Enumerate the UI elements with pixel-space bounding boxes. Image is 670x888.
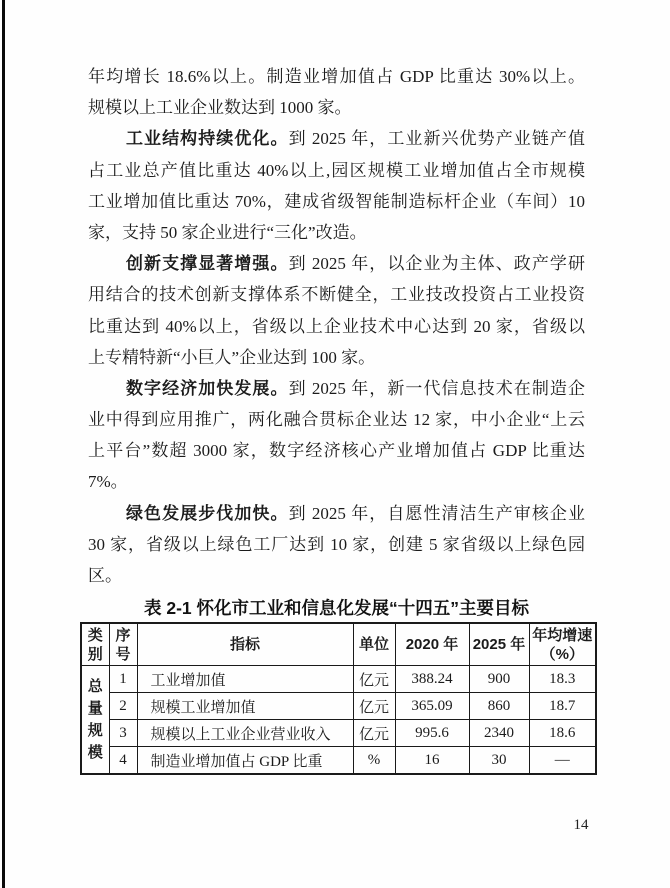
- line-text: 区。: [88, 566, 122, 585]
- line-text: 30 家，省级以上绿色工厂达到 10 家，创建 5 家省级以上绿色园: [88, 534, 585, 554]
- value-2025-cell: 900: [469, 666, 529, 693]
- paragraph-lead: 工业结构持续优化。: [126, 129, 289, 149]
- page-number: 14: [573, 817, 589, 833]
- targets-table: [80, 622, 597, 775]
- table-row: [81, 693, 596, 720]
- line-text: 到 2025 年，新一代信息技术在制造企: [288, 378, 585, 398]
- paragraph-lead: 数字经济加快发展。: [126, 378, 289, 398]
- unit-cell: 亿元: [353, 693, 395, 720]
- col-header-unit: 单位: [353, 623, 395, 666]
- unit-cell: 亿元: [353, 666, 395, 693]
- scan-edge-line: [2, 0, 5, 888]
- index-cell: 2: [109, 693, 137, 720]
- table-row: [81, 720, 596, 747]
- text-line: [88, 498, 585, 529]
- unit-cell: %: [353, 747, 395, 775]
- line-text: 到 2025 年，以企业为主体、政产学研: [288, 254, 585, 274]
- body-text: [88, 61, 585, 591]
- unit-cell: 亿元: [353, 720, 395, 747]
- line-text: 年均增长 18.6%以上。制造业增加值占 GDP 比重达 30%以上。: [88, 67, 585, 86]
- indicator-cell: 制造业增加值占 GDP 比重: [137, 747, 353, 775]
- text-line: [88, 404, 585, 435]
- index-cell: 1: [109, 666, 137, 693]
- paragraph-lead: 绿色发展步伐加快。: [126, 503, 289, 523]
- col-header-2025: 2025 年: [469, 623, 529, 666]
- value-2020-cell: 995.6: [395, 720, 469, 747]
- text-line: [88, 123, 585, 154]
- text-line: [88, 529, 585, 560]
- table-title: 表 2-1 怀化市工业和信息化发展“十四五”主要目标: [143, 598, 529, 618]
- text-line: [88, 186, 585, 217]
- text-line: [88, 279, 585, 310]
- text-line: [88, 435, 585, 466]
- line-text: 7%。: [88, 472, 128, 492]
- line-text: 到 2025 年，自愿性清洁生产审核企业: [288, 503, 585, 523]
- paragraph-lead: 创新支撑显著增强。: [126, 254, 289, 274]
- value-2025-cell: 30: [469, 747, 529, 775]
- text-line: [88, 466, 585, 497]
- indicator-cell: 规模工业增加值: [137, 693, 353, 720]
- line-text: 工业增加值比重达 70%，建成省级智能制造标杆企业（车间）10: [88, 191, 585, 211]
- value-2025-cell: 860: [469, 693, 529, 720]
- line-text: 业中得到应用推广，两化融合贯标企业达 12 家，中小企业“上云: [88, 410, 585, 430]
- indicator-cell: 规模以上工业企业营业收入: [137, 720, 353, 747]
- growth-cell: —: [529, 747, 596, 775]
- col-header-indicator: 指标: [137, 623, 353, 666]
- line-text: 上平台”数超 3000 家，数字经济核心产业增加值占 GDP 比重达: [88, 441, 585, 461]
- line-text: 占工业总产值比重达 40%以上,园区规模工业增加值占全市规模: [88, 160, 585, 180]
- growth-cell: 18.6: [529, 720, 596, 747]
- text-line: [88, 342, 585, 373]
- text-line: [88, 311, 585, 342]
- col-header-growth: 年均增速（%）: [529, 623, 596, 666]
- line-text: 上专精特新“小巨人”企业达到 100 家。: [88, 347, 376, 367]
- category-cell: 总量规模: [81, 666, 109, 775]
- line-text: 比重达到 40%以上，省级以上企业技术中心达到 20 家，省级以: [88, 316, 585, 336]
- line-text: 到 2025 年，工业新兴优势产业链产值: [288, 129, 585, 149]
- table-row: [81, 747, 596, 775]
- indicator-cell: 工业增加值: [137, 666, 353, 693]
- col-header-category: 类别: [81, 623, 109, 666]
- index-cell: 3: [109, 720, 137, 747]
- text-line: [88, 373, 585, 404]
- text-line: [88, 217, 585, 248]
- table-row: [81, 666, 596, 693]
- text-line: [88, 155, 585, 186]
- col-header-index: 序号: [109, 623, 137, 666]
- value-2020-cell: 365.09: [395, 693, 469, 720]
- line-text: 家，支持 50 家企业进行“三化”改造。: [88, 222, 367, 242]
- text-line: [88, 92, 585, 123]
- growth-cell: 18.7: [529, 693, 596, 720]
- line-text: 用结合的技术创新支撑体系不断健全，工业技改投资占工业投资: [88, 285, 585, 305]
- value-2025-cell: 2340: [469, 720, 529, 747]
- col-header-2020: 2020 年: [395, 623, 469, 666]
- value-2020-cell: 388.24: [395, 666, 469, 693]
- growth-cell: 18.3: [529, 666, 596, 693]
- line-text: 规模以上工业企业数达到 1000 家。: [88, 98, 352, 118]
- text-line: [88, 560, 585, 591]
- text-line: [88, 248, 585, 279]
- text-line: [88, 61, 585, 92]
- value-2020-cell: 16: [395, 747, 469, 775]
- index-cell: 4: [109, 747, 137, 775]
- table-header-row: [81, 623, 596, 666]
